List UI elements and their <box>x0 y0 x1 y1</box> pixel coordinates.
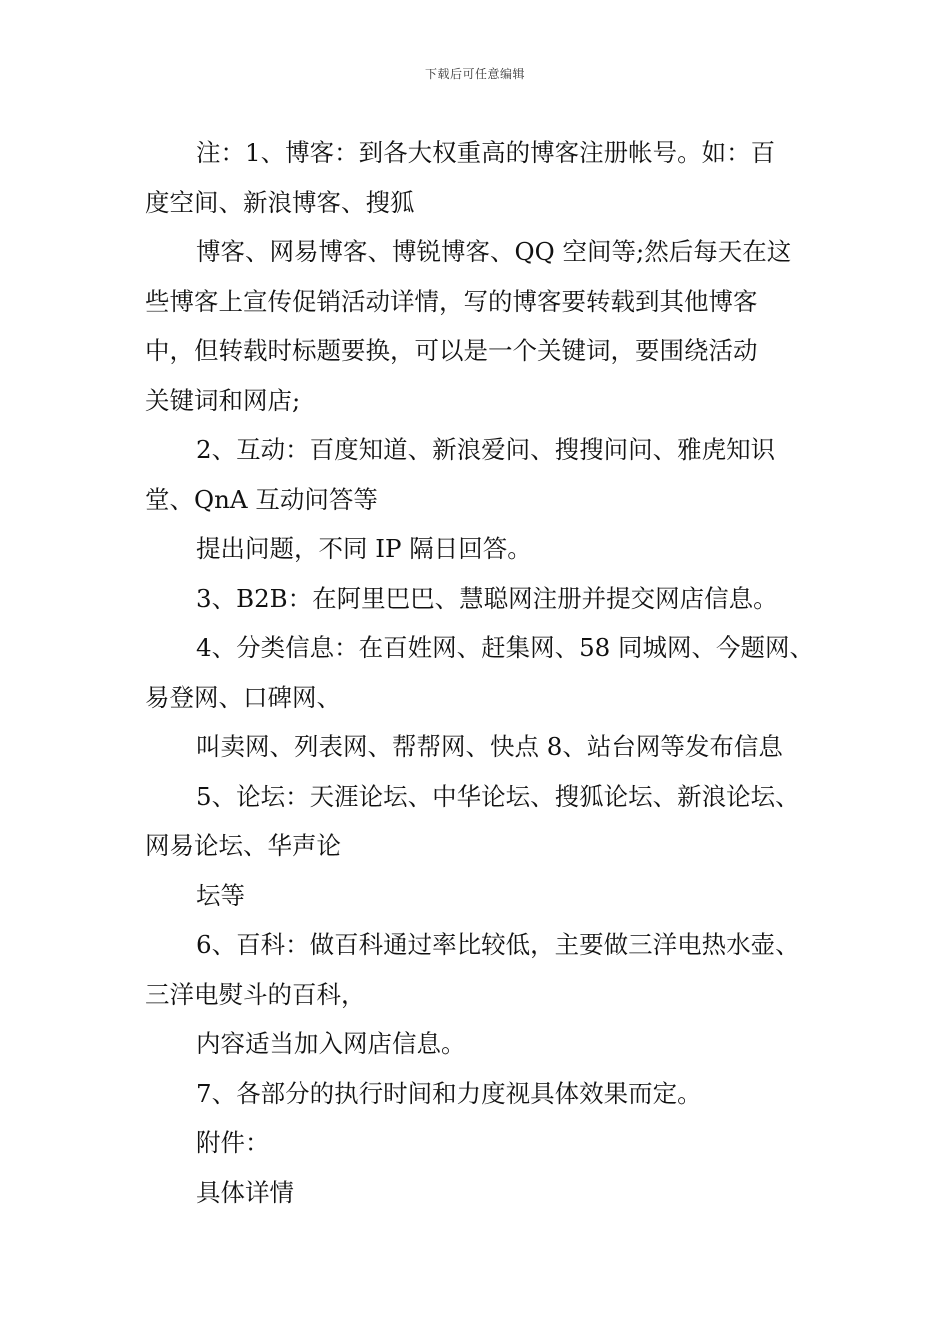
text-line: 度空间、新浪博客、搜狐 <box>145 187 415 217</box>
text-line: 中，但转载时标题要换，可以是一个关键词，要围绕活动 <box>145 336 758 365</box>
text-line: 网易论坛、华声论 <box>145 831 341 860</box>
text-line: 三洋电熨斗的百科， <box>145 979 366 1009</box>
text-line: 关键词和网店; <box>145 385 301 415</box>
text-line: 6、百科：做百科通过率比较低，主要做三洋电热水壶、 <box>196 930 800 959</box>
text-line: 2、互动：百度知道、新浪爱问、搜搜问问、雅虎知识 <box>196 435 776 464</box>
text-line: 些博客上宣传促销活动详情，写的博客要转载到其他博客 <box>145 286 758 316</box>
text-line: 附件： <box>196 1128 270 1157</box>
document-body <box>145 128 835 1217</box>
text-line: 堂、QnA 互动问答等 <box>145 484 378 514</box>
text-line: 坛等 <box>196 880 245 910</box>
text-line: 叫卖网、列表网、帮帮网、快点 8、站台网等发布信息 <box>196 732 783 761</box>
text-line: 5、论坛：天涯论坛、中华论坛、搜狐论坛、新浪论坛、 <box>196 781 800 811</box>
text-line: 7、各部分的执行时间和力度视具体效果而定。 <box>196 1078 702 1108</box>
page-header: 下载后可任意编辑 <box>424 67 525 81</box>
text-line: 提出问题，不同 IP 隔日回答。 <box>196 534 532 563</box>
text-line: 4、分类信息：在百姓网、赶集网、58 同城网、今题网、 <box>196 633 815 662</box>
text-line: 具体详情 <box>196 1177 294 1207</box>
text-line: 易登网、口碑网、 <box>145 682 341 712</box>
text-line: 注：1、博客：到各大权重高的博客注册帐号。如：百 <box>196 138 776 167</box>
text-line: 3、B2B：在阿里巴巴、慧聪网注册并提交网店信息。 <box>196 583 778 613</box>
text-line: 博客、网易博客、博锐博客、QQ 空间等;然后每天在这 <box>196 237 792 266</box>
text-line: 内容适当加入网店信息。 <box>196 1029 466 1058</box>
